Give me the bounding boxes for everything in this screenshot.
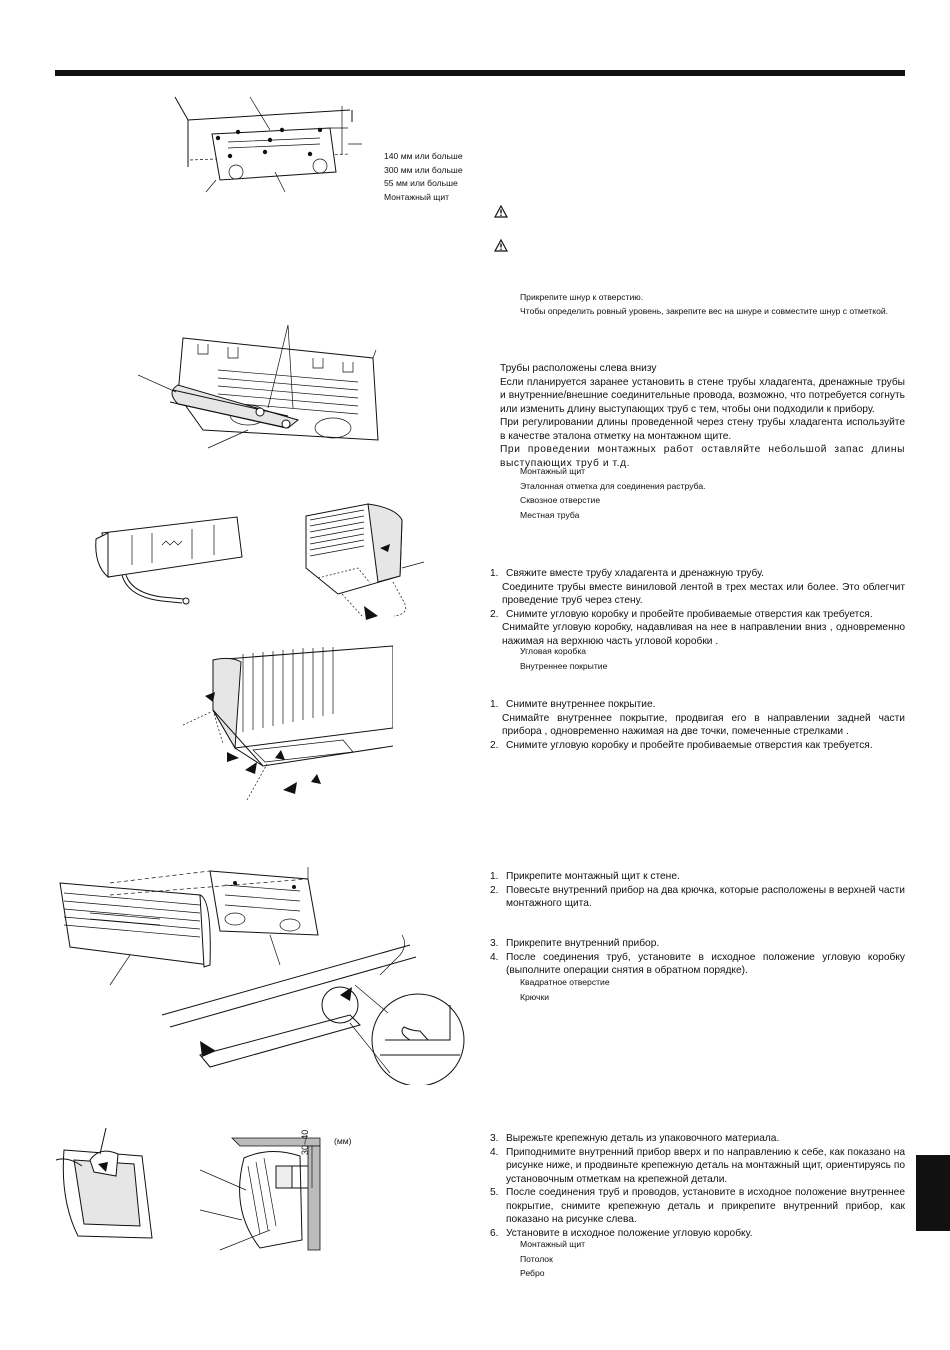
pipes-heading: Трубы расположены слева внизу [500, 363, 657, 374]
legend-item: Ребро [520, 1268, 545, 1278]
section-c-steps-a [490, 870, 905, 911]
warning-icon [494, 205, 508, 218]
legend-item: Квадратное отверстие [520, 977, 610, 987]
page-side-tab [916, 1155, 950, 1231]
figure-inner-cover-removal [183, 640, 393, 810]
level-instructions [520, 291, 905, 318]
level-line: Чтобы определить ровный уровень, закрепите вес на шнуре и совместите шнур с отметкой. [520, 305, 889, 316]
figure-plate-with-pipe [138, 320, 383, 460]
pipes-legend [520, 464, 905, 522]
legend-item: Монтажный щит [520, 1239, 586, 1249]
pipes-paragraph: Если планируется заранее установить в стене трубы хладагента, дренажные трубы и внутренние/внешние соединительные провода, возможно, что потребуется согнуть или изменить длину выступающих труб с тем, чтобы они подходили к прибору. [500, 376, 905, 415]
level-line: Прикрепите шнур к отверстию. [520, 292, 644, 302]
figure-corner-box-removal [298, 498, 428, 623]
legend-item: Эталонная отметка для соединения раструба. [520, 480, 706, 491]
legend-item: Внутреннее покрытие [520, 660, 608, 671]
step: 4. После соединения труб, установите в исходное положение угловую коробку (выполните операции снятия в обратном порядке). [490, 951, 905, 976]
legend-item: Сквозное отверстие [520, 495, 601, 505]
pipes-paragraph: При регулировании длины проведенной через стену трубы хладагента используйте в качестве эталона отметку на монтажном щите. [500, 417, 905, 442]
step: 2. Снимите угловую коробку и пробейте пробиваемые отверстия как требуется. [490, 608, 873, 620]
step: 1. Прикрепите монтажный щит к стене. [490, 871, 680, 882]
legend-item: 55 мм или больше [384, 178, 458, 188]
step-detail: Снимайте внутреннее покрытие, продвигая его в направлении задней части прибора , одновременно нажимая на две точки, помеченные стрелками . [502, 712, 905, 737]
step: 5. После соединения труб и проводов, установите в исходное положение внутреннее покрытие, снимите крепежную деталь и прикрепите внутренний прибор, как показано на рисунке слева. [490, 1187, 905, 1225]
legend-item: Монтажный щит [384, 191, 450, 202]
legend-item: 140 мм или больше [384, 151, 463, 161]
step: 3. Прикрепите внутренний прибор. [490, 938, 660, 949]
legend-item: Угловая коробка [520, 646, 587, 656]
pipes-section [500, 362, 905, 470]
legend-item: Крючки [520, 991, 550, 1002]
figure-mounting-plate-wall [170, 92, 370, 202]
step: 1. Свяжите вместе трубу хладагента и дренажную трубу. [490, 568, 764, 579]
figure-fixing-part-packing [42, 1120, 172, 1250]
unit-label: (мм) [334, 1136, 352, 1146]
top-rule [55, 70, 905, 76]
figure-hang-unit-on-plate [50, 855, 470, 1085]
step: 3. Вырежьте крепежную деталь из упаковочного материала. [490, 1133, 780, 1144]
figure-unit-rear-pipes [92, 505, 252, 615]
pipes-paragraph: При проведении монтажных работ оставляйте небольшой запас длины выступающих труб и т.д. [500, 444, 905, 469]
section-c-legend [520, 975, 905, 1004]
step: 6. Установите в исходное положение угловую коробку. [490, 1227, 753, 1239]
step-detail: Соедините трубы вместе виниловой лентой в трех местах или более. Это облегчит проведение труб через стену. [502, 581, 905, 606]
section-b-steps [490, 698, 905, 752]
step: 2. Повесьте внутренний прибор на два крючка, которые расположены в верхней части монтажного щита. [490, 884, 905, 909]
section-c-steps-b [490, 937, 905, 978]
section-d-legend [520, 1237, 905, 1281]
legend-item: Местная труба [520, 509, 580, 520]
legend-item: 300 мм или больше [384, 164, 463, 175]
legend-item: Потолок [520, 1253, 553, 1264]
warning-icon [494, 239, 508, 252]
step-detail: Снимайте угловую коробку, надавливая на нее в направлении вниз , одновременно нажимая на верхнюю часть угловой коробки . [502, 622, 905, 647]
section-a-steps [490, 567, 905, 648]
figure-ceiling-clearance [200, 1130, 335, 1255]
step: 1. Снимите внутреннее покрытие. [490, 699, 656, 710]
legend-item: Монтажный щит [520, 466, 586, 476]
mounting-clearance-legend [384, 150, 463, 204]
step: 2. Снимите угловую коробку и пробейте пробиваемые отверстия как требуется. [490, 739, 873, 751]
section-a-legend [520, 644, 905, 673]
section-d-steps [490, 1132, 905, 1240]
dimension-label: 30~40 [300, 1129, 310, 1155]
step: 4. Приподнимите внутренний прибор вверх и по направлению к себе, как показано на рисунке ниже, и продвиньте крепежную деталь на монтажный щит, ориентируясь по установочным отметкам на крепежной детали. [490, 1146, 905, 1185]
